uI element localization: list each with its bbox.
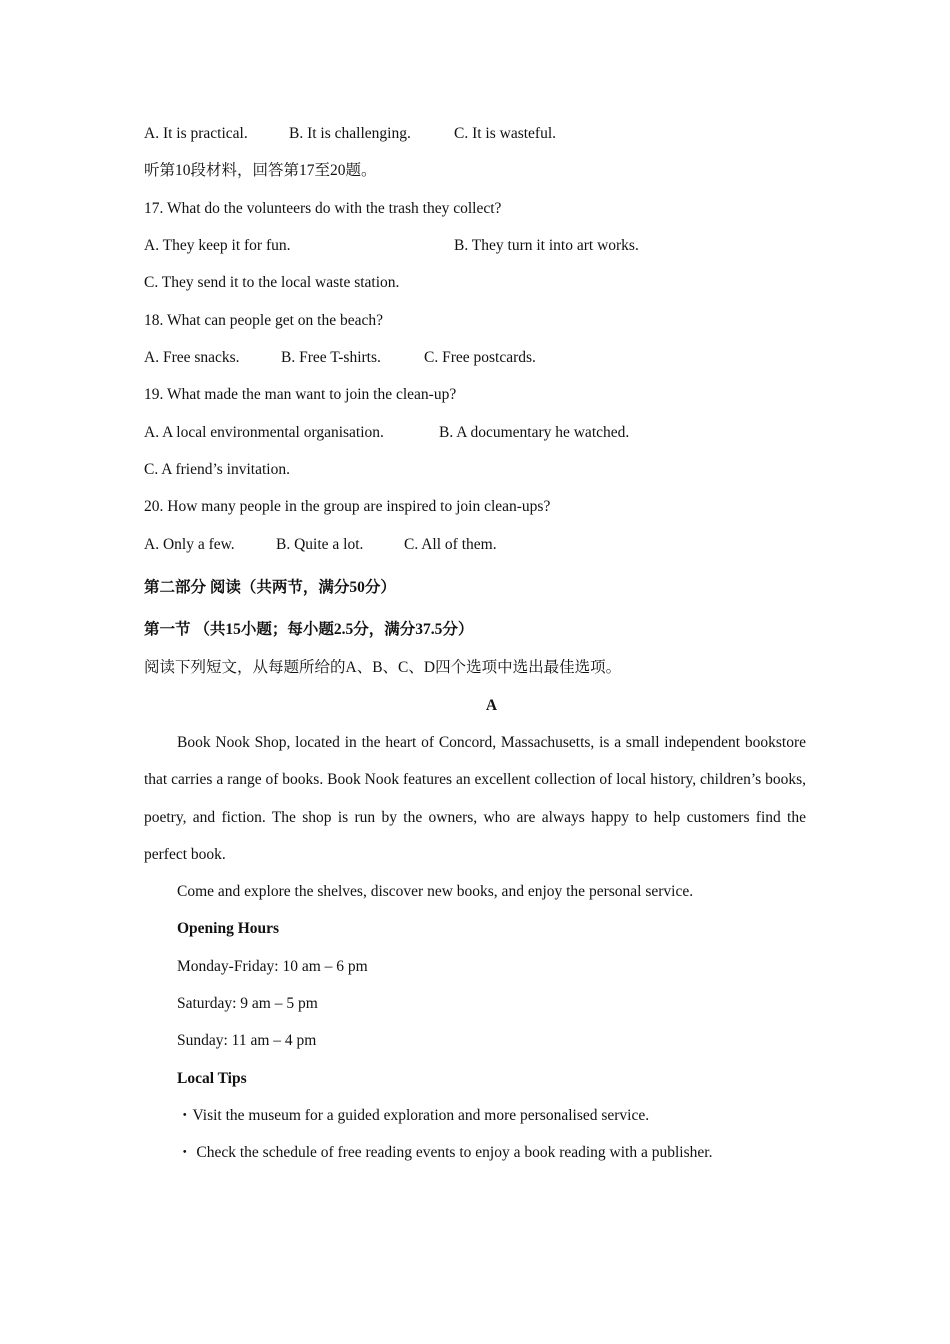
part2-heading: 第二部分 阅读（共两节，满分50分） [144, 579, 396, 596]
section1-heading: 第一节 （共15小题；每小题2.5分，满分37.5分） [144, 621, 474, 638]
q18-stem: 18. What can people get on the beach? [144, 312, 384, 329]
q19-option-a: A. A local environmental organisation. [144, 424, 384, 441]
q19-option-c: C. A friend’s invitation. [144, 461, 290, 478]
tip-item: ・Visit the museum for a guided exploration and more personalised service. [177, 1107, 650, 1124]
q16-option-b: B. It is challenging. [289, 125, 411, 142]
local-tips-heading: Local Tips [177, 1070, 247, 1087]
q18-option-a: A. Free snacks. [144, 349, 240, 366]
q19-options-row1 [144, 423, 629, 443]
q20-option-b: B. Quite a lot. [276, 536, 364, 553]
passage-intro: Book Nook Shop, located in the heart of Concord, Massachusetts, is a small independent bookstore that carries a range of books. Book Nook features an excellent collection of local history, children’s books, poetry, and fiction. The shop is run by the owners, who are always happy to help customers find the perfect book. [144, 734, 806, 863]
q20-stem: 20. How many people in the group are inspired to join clean-ups? [144, 498, 551, 515]
q20-option-c: C. All of them. [404, 536, 497, 553]
q17-option-a: A. They keep it for fun. [144, 237, 291, 254]
listening-instruction: 听第10段材料，回答第17至20题。 [144, 162, 377, 179]
q16-option-c: C. It is wasteful. [454, 125, 557, 142]
opening-hours-heading: Opening Hours [177, 920, 280, 937]
tip-item: ・ Check the schedule of free reading events to enjoy a book reading with a publisher. [177, 1144, 713, 1161]
passage-invite: Come and explore the shelves, discover new books, and enjoy the personal service. [177, 883, 694, 900]
q19-stem: 19. What made the man want to join the clean-up? [144, 386, 457, 403]
reading-instruction: 阅读下列短文，从每题所给的A、B、C、D四个选项中选出最佳选项。 [144, 659, 622, 676]
q18-options [144, 348, 536, 368]
hours-saturday: Saturday: 9 am – 5 pm [177, 995, 318, 1012]
q16-options [144, 124, 556, 144]
q20-option-a: A. Only a few. [144, 536, 235, 553]
q17-stem: 17. What do the volunteers do with the trash they collect? [144, 200, 502, 217]
q20-options [144, 535, 497, 555]
passage-letter: A [485, 697, 498, 714]
q17-option-c: C. They send it to the local waste station. [144, 274, 400, 291]
q19-option-b: B. A documentary he watched. [439, 424, 630, 441]
q17-options-row1 [144, 236, 639, 256]
hours-weekdays: Monday-Friday: 10 am – 6 pm [177, 958, 368, 975]
q17-option-b: B. They turn it into art works. [454, 237, 639, 254]
q18-option-b: B. Free T-shirts. [281, 349, 381, 366]
q16-option-a: A. It is practical. [144, 125, 248, 142]
hours-sunday: Sunday: 11 am – 4 pm [177, 1032, 317, 1049]
q18-option-c: C. Free postcards. [424, 349, 536, 366]
